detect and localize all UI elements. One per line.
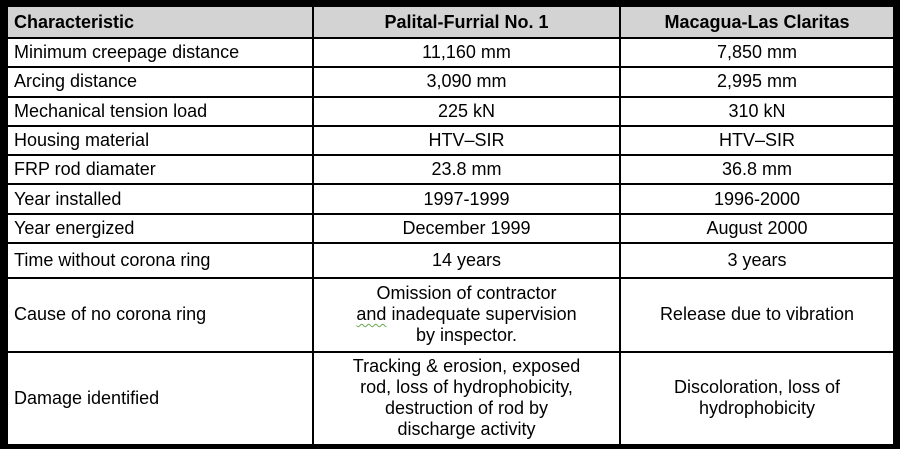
macagua-value-cell: 7,850 mm: [620, 38, 894, 67]
cell-text-line: Tracking & erosion, exposed: [352, 356, 581, 377]
palital-value-cell: [313, 352, 620, 445]
header-characteristic: Characteristic: [7, 6, 313, 38]
header-palital-furrial: Palital-Furrial No. 1: [313, 6, 620, 38]
cell-text-line: Omission of contractor: [376, 283, 557, 304]
macagua-value-cell: 3 years: [620, 243, 894, 278]
macagua-value-cell: 36.8 mm: [620, 155, 894, 184]
macagua-value-cell: Release due to vibration: [620, 278, 894, 352]
macagua-value-cell: 2,995 mm: [620, 67, 894, 96]
cell-text-line: destruction of rod by: [384, 398, 549, 419]
characteristic-cell: FRP rod diamater: [7, 155, 313, 184]
palital-value-cell: 14 years: [313, 243, 620, 278]
table-row: [7, 214, 894, 243]
macagua-value-cell: 1996-2000: [620, 184, 894, 213]
characteristic-cell: Minimum creepage distance: [7, 38, 313, 67]
comparison-table: [6, 5, 895, 446]
table-row: [7, 67, 894, 96]
macagua-value-cell: August 2000: [620, 214, 894, 243]
characteristic-cell: Mechanical tension load: [7, 97, 313, 126]
table-row: [7, 184, 894, 213]
table-row: [7, 97, 894, 126]
palital-value-cell: December 1999: [313, 214, 620, 243]
characteristic-cell: Arcing distance: [7, 67, 313, 96]
palital-value-cell: 11,160 mm: [313, 38, 620, 67]
palital-value-cell: HTV–SIR: [313, 126, 620, 155]
cell-text-line: hydrophobicity: [698, 398, 816, 419]
header-row: [7, 6, 894, 38]
table-row: [7, 155, 894, 184]
characteristic-cell: Housing material: [7, 126, 313, 155]
characteristic-cell: Damage identified: [7, 352, 313, 445]
macagua-value-cell: 310 kN: [620, 97, 894, 126]
header-macagua-las-claritas: Macagua-Las Claritas: [620, 6, 894, 38]
cell-text-line: by inspector.: [415, 325, 518, 346]
table-row: [7, 278, 894, 352]
table-row: [7, 126, 894, 155]
cell-text-line: Discoloration, loss of: [673, 377, 841, 398]
table-row: [7, 243, 894, 278]
cell-text-line: discharge activity: [397, 419, 536, 440]
characteristic-cell: Year installed: [7, 184, 313, 213]
table-row: [7, 352, 894, 445]
table-row: [7, 38, 894, 67]
palital-value-cell: 225 kN: [313, 97, 620, 126]
macagua-value-cell: [620, 352, 894, 445]
cell-text-line: rod, loss of hydrophobicity,: [360, 377, 573, 398]
palital-value-cell: 1997-1999: [313, 184, 620, 213]
characteristic-cell: Year energized: [7, 214, 313, 243]
characteristic-cell: Cause of no corona ring: [7, 278, 313, 352]
spellcheck-flagged-word: and: [356, 304, 387, 325]
cell-text-line: inadequate supervision: [386, 304, 577, 325]
palital-value-cell: [313, 278, 620, 352]
characteristic-cell: Time without corona ring: [7, 243, 313, 278]
palital-value-cell: 23.8 mm: [313, 155, 620, 184]
macagua-value-cell: HTV–SIR: [620, 126, 894, 155]
palital-value-cell: 3,090 mm: [313, 67, 620, 96]
